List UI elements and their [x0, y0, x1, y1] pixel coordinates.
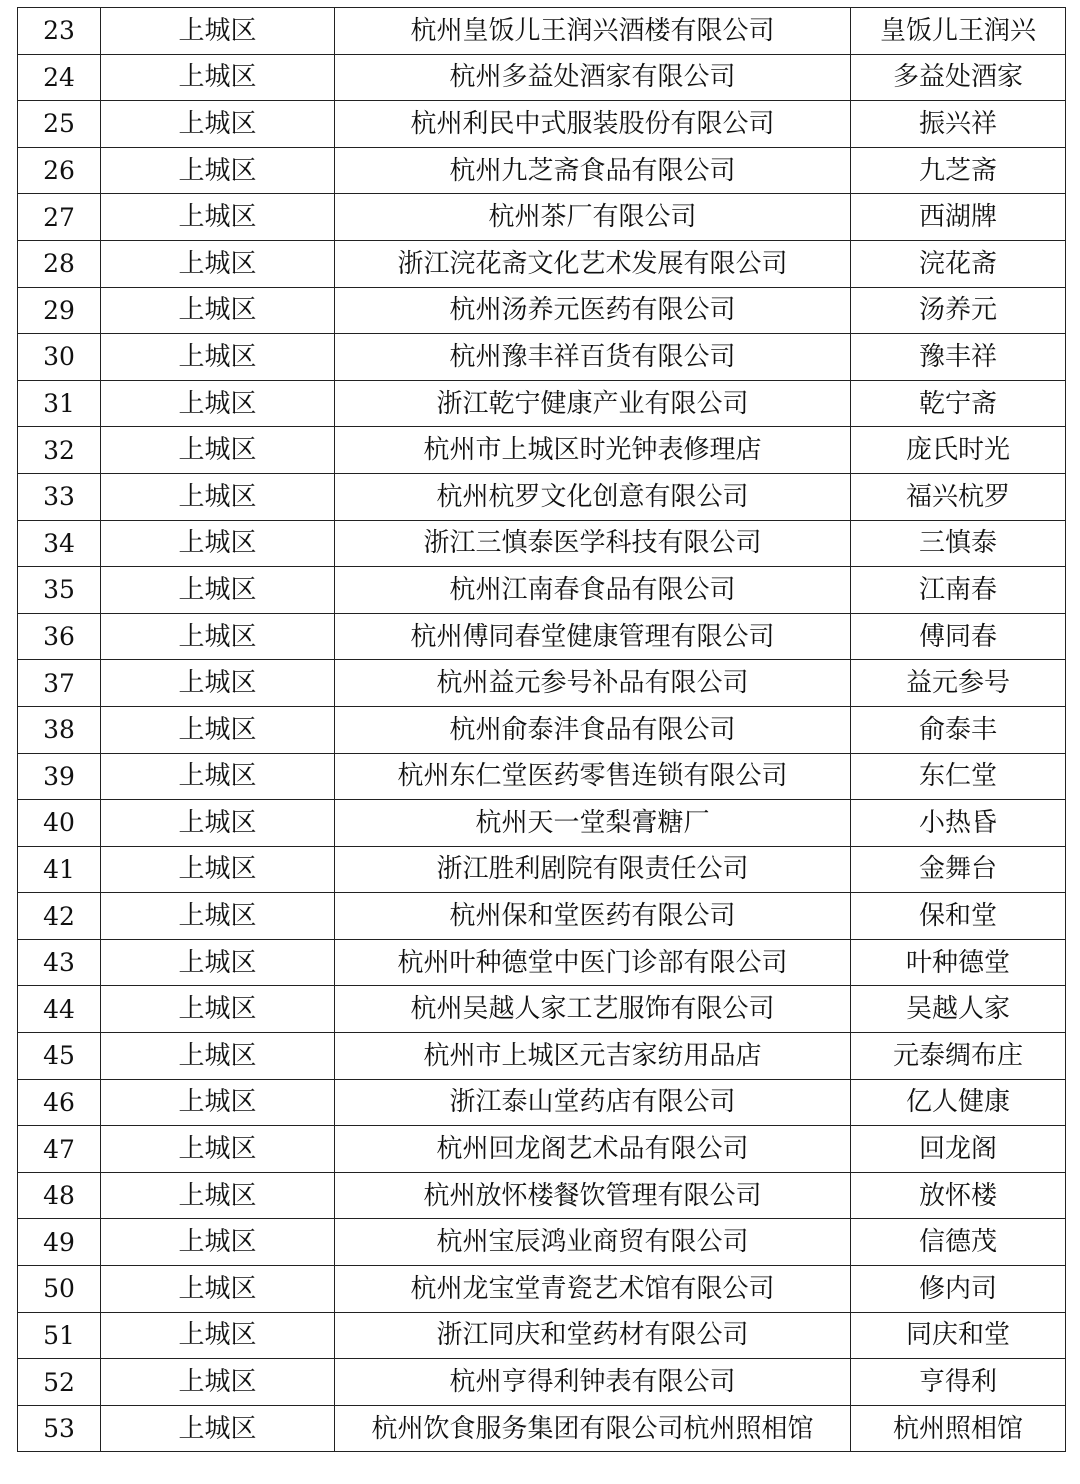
table-row [18, 567, 1066, 614]
brand-name-cell: 小热昏 [851, 800, 1066, 847]
table-row [18, 939, 1066, 986]
table-row [18, 1172, 1066, 1219]
district-cell: 上城区 [101, 1079, 335, 1126]
row-number-cell: 53 [18, 1405, 101, 1452]
district-cell: 上城区 [101, 147, 335, 194]
district-cell: 上城区 [101, 706, 335, 753]
table-row [18, 1359, 1066, 1406]
row-number-cell: 48 [18, 1172, 101, 1219]
row-number-cell: 34 [18, 520, 101, 567]
district-cell: 上城区 [101, 1126, 335, 1173]
table-row [18, 380, 1066, 427]
company-name-cell: 杭州多益处酒家有限公司 [335, 54, 851, 101]
district-cell: 上城区 [101, 986, 335, 1033]
company-name-cell: 杭州天一堂梨膏糖厂 [335, 800, 851, 847]
company-name-cell: 杭州宝辰鸿业商贸有限公司 [335, 1219, 851, 1266]
row-number-cell: 31 [18, 380, 101, 427]
row-number-cell: 38 [18, 706, 101, 753]
row-number-cell: 23 [18, 8, 101, 55]
brand-name-cell: 东仁堂 [851, 753, 1066, 800]
table-row [18, 1126, 1066, 1173]
row-number-cell: 28 [18, 240, 101, 287]
district-cell: 上城区 [101, 334, 335, 381]
brand-name-cell: 放怀楼 [851, 1172, 1066, 1219]
district-cell: 上城区 [101, 567, 335, 614]
district-cell: 上城区 [101, 939, 335, 986]
table-row [18, 101, 1066, 148]
row-number-cell: 41 [18, 846, 101, 893]
brand-name-cell: 元泰绸布庄 [851, 1033, 1066, 1080]
company-name-cell: 杭州杭罗文化创意有限公司 [335, 473, 851, 520]
company-name-cell: 浙江胜利剧院有限责任公司 [335, 846, 851, 893]
row-number-cell: 25 [18, 101, 101, 148]
company-name-cell: 杭州茶厂有限公司 [335, 194, 851, 241]
table-row [18, 846, 1066, 893]
district-cell: 上城区 [101, 1405, 335, 1452]
row-number-cell: 51 [18, 1312, 101, 1359]
district-cell: 上城区 [101, 101, 335, 148]
district-cell: 上城区 [101, 613, 335, 660]
district-cell: 上城区 [101, 1172, 335, 1219]
company-name-cell: 浙江浣花斋文化艺术发展有限公司 [335, 240, 851, 287]
brand-name-cell: 多益处酒家 [851, 54, 1066, 101]
brand-name-cell: 傅同春 [851, 613, 1066, 660]
table-row [18, 1033, 1066, 1080]
company-name-cell: 杭州皇饭儿王润兴酒楼有限公司 [335, 8, 851, 55]
row-number-cell: 37 [18, 660, 101, 707]
row-number-cell: 36 [18, 613, 101, 660]
brand-name-cell: 豫丰祥 [851, 334, 1066, 381]
district-cell: 上城区 [101, 893, 335, 940]
table-row [18, 147, 1066, 194]
row-number-cell: 50 [18, 1266, 101, 1313]
table-row [18, 893, 1066, 940]
brand-name-cell: 江南春 [851, 567, 1066, 614]
brand-name-cell: 修内司 [851, 1266, 1066, 1313]
company-name-cell: 杭州饮食服务集团有限公司杭州照相馆 [335, 1405, 851, 1452]
brand-name-cell: 俞泰丰 [851, 706, 1066, 753]
district-cell: 上城区 [101, 1359, 335, 1406]
table-row [18, 1405, 1066, 1452]
company-name-cell: 杭州俞泰沣食品有限公司 [335, 706, 851, 753]
company-name-cell: 杭州江南春食品有限公司 [335, 567, 851, 614]
row-number-cell: 44 [18, 986, 101, 1033]
district-cell: 上城区 [101, 473, 335, 520]
company-name-cell: 杭州市上城区时光钟表修理店 [335, 427, 851, 474]
table-row [18, 800, 1066, 847]
district-cell: 上城区 [101, 54, 335, 101]
row-number-cell: 26 [18, 147, 101, 194]
brand-name-cell: 信德茂 [851, 1219, 1066, 1266]
company-name-cell: 杭州叶种德堂中医门诊部有限公司 [335, 939, 851, 986]
brand-name-cell: 振兴祥 [851, 101, 1066, 148]
district-cell: 上城区 [101, 1219, 335, 1266]
brand-name-cell: 同庆和堂 [851, 1312, 1066, 1359]
company-name-cell: 杭州龙宝堂青瓷艺术馆有限公司 [335, 1266, 851, 1313]
row-number-cell: 32 [18, 427, 101, 474]
company-name-cell: 杭州放怀楼餐饮管理有限公司 [335, 1172, 851, 1219]
row-number-cell: 30 [18, 334, 101, 381]
company-name-cell: 杭州益元参号补品有限公司 [335, 660, 851, 707]
district-cell: 上城区 [101, 194, 335, 241]
district-cell: 上城区 [101, 1312, 335, 1359]
brand-name-cell: 西湖牌 [851, 194, 1066, 241]
company-name-cell: 杭州保和堂医药有限公司 [335, 893, 851, 940]
brand-name-cell: 回龙阁 [851, 1126, 1066, 1173]
brand-name-cell: 汤养元 [851, 287, 1066, 334]
table-body [18, 8, 1066, 1452]
row-number-cell: 40 [18, 800, 101, 847]
brand-name-cell: 皇饭儿王润兴 [851, 8, 1066, 55]
company-name-cell: 杭州傅同春堂健康管理有限公司 [335, 613, 851, 660]
table-row [18, 986, 1066, 1033]
company-name-cell: 浙江同庆和堂药材有限公司 [335, 1312, 851, 1359]
district-cell: 上城区 [101, 1266, 335, 1313]
row-number-cell: 42 [18, 893, 101, 940]
row-number-cell: 27 [18, 194, 101, 241]
district-cell: 上城区 [101, 8, 335, 55]
table-row [18, 1266, 1066, 1313]
company-name-cell: 杭州利民中式服装股份有限公司 [335, 101, 851, 148]
district-cell: 上城区 [101, 660, 335, 707]
row-number-cell: 29 [18, 287, 101, 334]
brand-name-cell: 吴越人家 [851, 986, 1066, 1033]
company-name-cell: 浙江泰山堂药店有限公司 [335, 1079, 851, 1126]
table-row [18, 427, 1066, 474]
table-row [18, 613, 1066, 660]
district-cell: 上城区 [101, 240, 335, 287]
row-number-cell: 52 [18, 1359, 101, 1406]
company-name-cell: 杭州亨得利钟表有限公司 [335, 1359, 851, 1406]
district-cell: 上城区 [101, 287, 335, 334]
brand-list-table [17, 7, 1066, 1452]
table-row [18, 520, 1066, 567]
table-row [18, 706, 1066, 753]
row-number-cell: 49 [18, 1219, 101, 1266]
table-row [18, 660, 1066, 707]
district-cell: 上城区 [101, 1033, 335, 1080]
table-row [18, 473, 1066, 520]
row-number-cell: 39 [18, 753, 101, 800]
table-row [18, 8, 1066, 55]
district-cell: 上城区 [101, 846, 335, 893]
brand-name-cell: 三慎泰 [851, 520, 1066, 567]
brand-name-cell: 杭州照相馆 [851, 1405, 1066, 1452]
table-row [18, 1079, 1066, 1126]
brand-name-cell: 福兴杭罗 [851, 473, 1066, 520]
row-number-cell: 46 [18, 1079, 101, 1126]
table-row [18, 194, 1066, 241]
district-cell: 上城区 [101, 800, 335, 847]
company-name-cell: 杭州汤养元医药有限公司 [335, 287, 851, 334]
table-row [18, 753, 1066, 800]
brand-name-cell: 益元参号 [851, 660, 1066, 707]
table-row [18, 240, 1066, 287]
brand-name-cell: 保和堂 [851, 893, 1066, 940]
brand-name-cell: 乾宁斋 [851, 380, 1066, 427]
company-name-cell: 浙江乾宁健康产业有限公司 [335, 380, 851, 427]
row-number-cell: 24 [18, 54, 101, 101]
brand-name-cell: 叶种德堂 [851, 939, 1066, 986]
company-name-cell: 杭州东仁堂医药零售连锁有限公司 [335, 753, 851, 800]
brand-name-cell: 浣花斋 [851, 240, 1066, 287]
district-cell: 上城区 [101, 753, 335, 800]
brand-name-cell: 九芝斋 [851, 147, 1066, 194]
table-row [18, 287, 1066, 334]
brand-name-cell: 庞氏时光 [851, 427, 1066, 474]
row-number-cell: 45 [18, 1033, 101, 1080]
row-number-cell: 47 [18, 1126, 101, 1173]
row-number-cell: 33 [18, 473, 101, 520]
district-cell: 上城区 [101, 380, 335, 427]
table-row [18, 1219, 1066, 1266]
table-row [18, 1312, 1066, 1359]
row-number-cell: 43 [18, 939, 101, 986]
company-name-cell: 杭州豫丰祥百货有限公司 [335, 334, 851, 381]
brand-name-cell: 亿人健康 [851, 1079, 1066, 1126]
table-row [18, 54, 1066, 101]
company-name-cell: 杭州吴越人家工艺服饰有限公司 [335, 986, 851, 1033]
district-cell: 上城区 [101, 520, 335, 567]
company-name-cell: 杭州回龙阁艺术品有限公司 [335, 1126, 851, 1173]
company-name-cell: 杭州九芝斋食品有限公司 [335, 147, 851, 194]
company-name-cell: 浙江三慎泰医学科技有限公司 [335, 520, 851, 567]
brand-name-cell: 亨得利 [851, 1359, 1066, 1406]
row-number-cell: 35 [18, 567, 101, 614]
district-cell: 上城区 [101, 427, 335, 474]
brand-name-cell: 金舞台 [851, 846, 1066, 893]
company-name-cell: 杭州市上城区元吉家纺用品店 [335, 1033, 851, 1080]
table-row [18, 334, 1066, 381]
